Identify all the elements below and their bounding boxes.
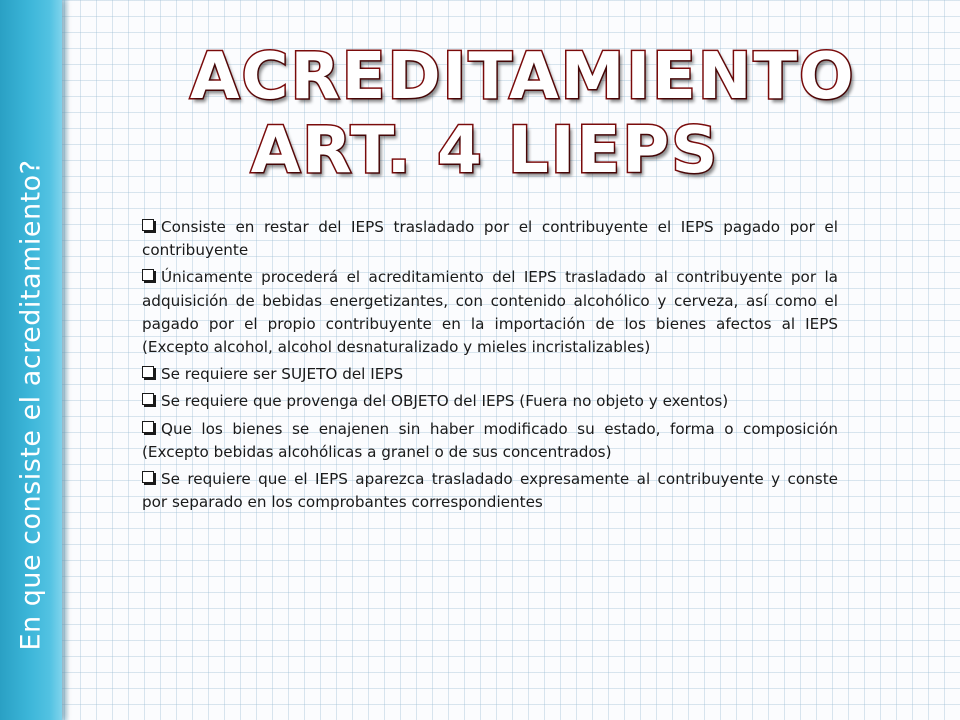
sidebar-edge-decoration [62,0,70,720]
slide-title-line-2: ART. 4 LIEPS [250,114,720,188]
bullet-item [142,468,838,514]
checkbox-bullet-icon [142,421,154,433]
bullet-item [142,266,838,359]
checkbox-bullet-icon [142,471,154,483]
bullet-text: Se requiere que el IEPS aparezca trasladado expresamente al contribuyente y conste por separado en los comprobantes correspondientes [142,470,838,512]
bullet-list [142,216,838,518]
checkbox-bullet-icon [142,219,154,231]
bullet-item [142,418,838,464]
bullet-text: Consiste en restar del IEPS trasladado por el contribuyente el IEPS pagado por el contribuyente [142,218,838,260]
bullet-item [142,363,838,386]
bullet-text: Únicamente procederá el acreditamiento del IEPS trasladado al contribuyente por la adquisición de bebidas energetizantes, con contenido alcohólico y cerveza, así como el pagado por el propio contribuyente en la importación de los bienes afectos al IEPS (Excepto alcohol, alcohol desnaturalizado y mieles incristalizables) [142,268,838,357]
sidebar-title: En que consiste el acreditamiento? [15,159,47,651]
bullet-item [142,216,838,262]
slide-title-line-1: ACREDITAMIENTO [190,40,856,114]
slide-title [190,40,856,188]
checkbox-bullet-icon [142,366,154,378]
bullet-text: Se requiere que provenga del OBJETO del IEPS (Fuera no objeto y exentos) [161,392,729,411]
bullet-text: Se requiere ser SUJETO del IEPS [161,365,404,384]
checkbox-bullet-icon [142,269,154,281]
checkbox-bullet-icon [142,393,154,405]
bullet-text: Que los bienes se enajenen sin haber modificado su estado, forma o composición (Excepto bebidas alcohólicas a granel o de sus concentrados) [142,419,838,461]
bullet-item [142,390,838,413]
